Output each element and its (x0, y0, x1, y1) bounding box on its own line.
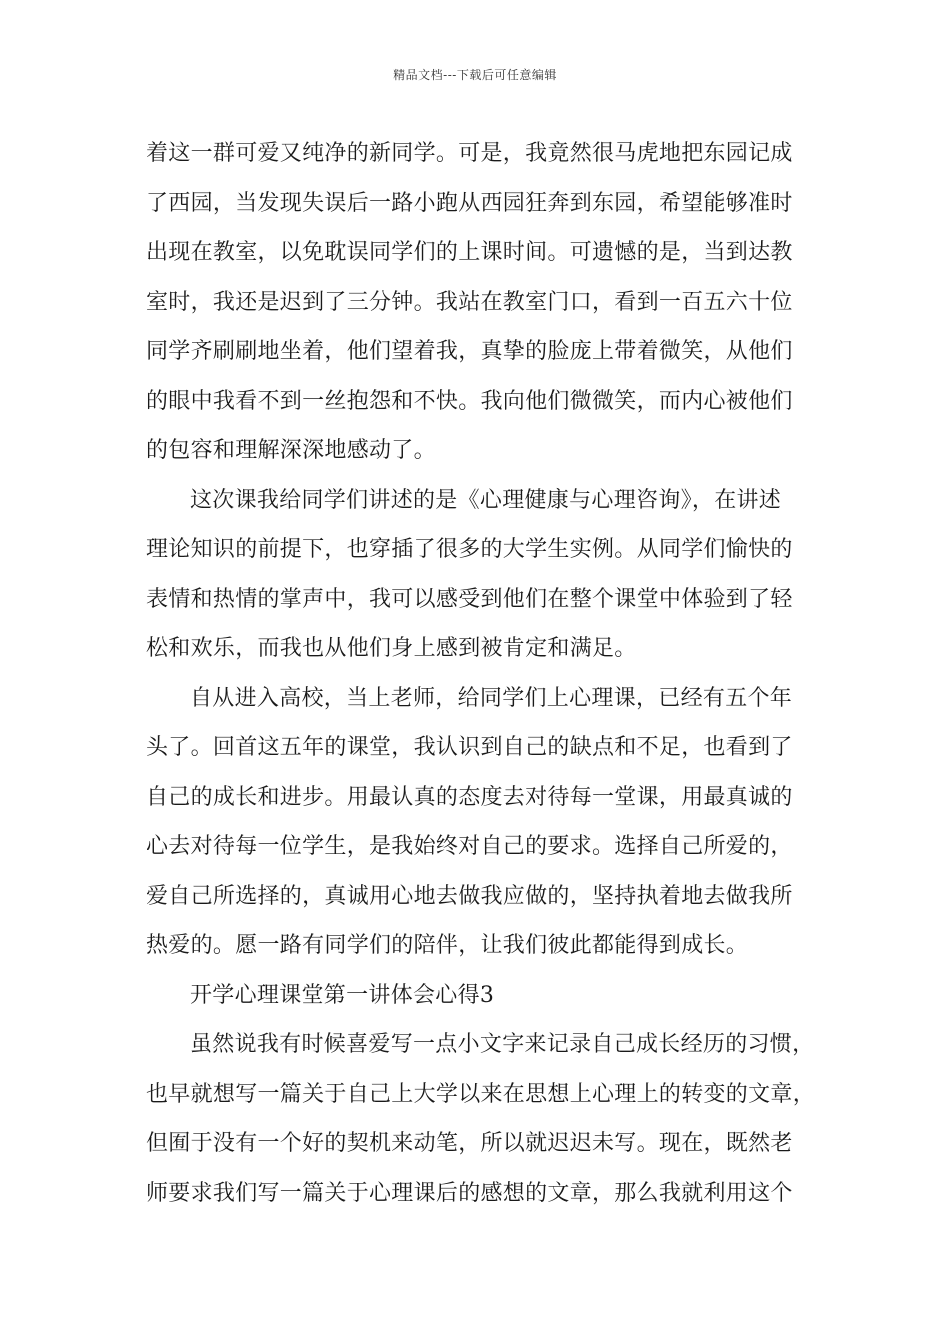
section-heading: 开学心理课堂第一讲体会心得3 (190, 982, 495, 1008)
page-header: 精品文档---下载后可任意编辑 (393, 68, 557, 82)
text-line: 了西园，当发现失误后一路小跑从西园狂奔到东园，希望能够准时 (146, 190, 793, 216)
document-body (146, 129, 816, 1218)
text-line: 自己的成长和进步。用最认真的态度去对待每一堂课，用最真诚的 (146, 784, 793, 810)
text-line: 心去对待每一位学生，是我始终对自己的要求。选择自己所爱的， (146, 834, 793, 859)
text-line: 理论知识的前提下，也穿插了很多的大学生实例。从同学们愉快的 (146, 537, 793, 562)
text-line: 着这一群可爱又纯净的新同学。可是，我竟然很马虎地把东园记成 (146, 141, 793, 166)
text-line: 室时，我还是迟到了三分钟。我站在教室门口，看到一百五六十位 (146, 289, 793, 315)
text-line: 的包容和理解深深地感动了。 (146, 438, 436, 463)
paragraph-start-line: 这次课我给同学们讲述的是《心理健康与心理咨询》，在讲述 (190, 487, 782, 513)
text-line: 热爱的。愿一路有同学们的陪伴，让我们彼此都能得到成长。 (146, 933, 749, 958)
text-line: 也早就想写一篇关于自己上大学以来在思想上心理上的转变的文章， (146, 1081, 816, 1107)
text-line: 爱自己所选择的，真诚用心地去做我应做的，坚持执着地去做我所 (146, 883, 793, 909)
paragraph-start-line: 自从进入高校，当上老师，给同学们上心理课，已经有五个年 (190, 685, 793, 711)
text-line: 师要求我们写一篇关于心理课后的感想的文章，那么我就利用这个 (146, 1180, 793, 1206)
text-line: 出现在教室，以免耽误同学们的上课时间。可遗憾的是，当到达教 (146, 240, 793, 265)
paragraph-start-line: 虽然说我有时候喜爱写一点小文字来记录自己成长经历的习惯， (190, 1032, 815, 1057)
text-line: 表情和热情的掌声中，我可以感受到他们在整个课堂中体验到了轻 (146, 586, 793, 612)
text-line: 的眼中我看不到一丝抱怨和不快。我向他们微微笑，而内心被他们 (146, 388, 793, 414)
text-line: 同学齐刷刷地坐着，他们望着我，真挚的脸庞上带着微笑，从他们 (146, 339, 793, 364)
text-line: 松和欢乐，而我也从他们身上感到被肯定和满足。 (146, 636, 637, 661)
text-line: 头了。回首这五年的课堂，我认识到自己的缺点和不足，也看到了 (146, 735, 793, 760)
text-line: 但囿于没有一个好的契机来动笔，所以就迟迟未写。现在，既然老 (146, 1131, 793, 1156)
